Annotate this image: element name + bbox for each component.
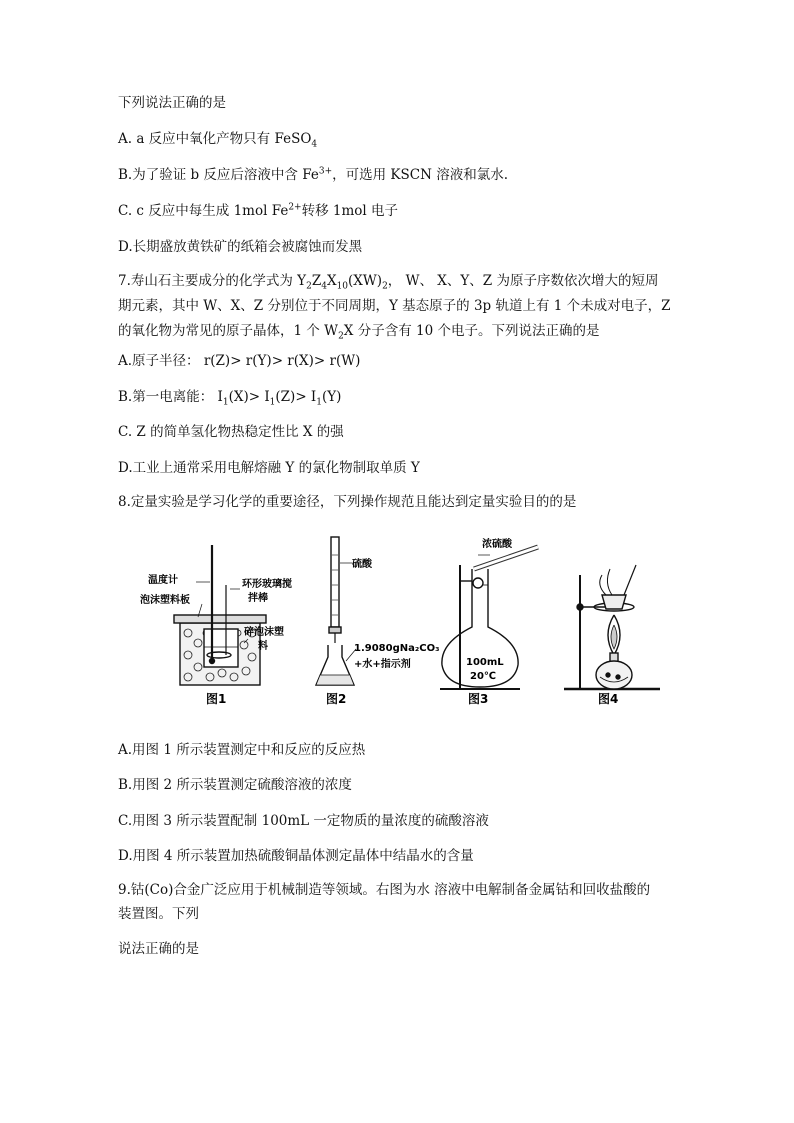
q8-apparatus-figure	[140, 525, 670, 725]
fig1-board-label: 泡沫塑料板	[140, 595, 190, 606]
q7-option-d: D.工业上通常采用电解熔融 Y 的氯化物制取单质 Y	[118, 460, 420, 476]
fig1-stirrer-label-2: 拌棒	[248, 593, 268, 604]
q7-option-b: B.第一电离能： $I_1(X)> I_1(Z)> I_1(Y)$	[118, 389, 342, 408]
fig3-volume-label: 100mL	[466, 657, 504, 668]
fig2-acid-label: 硫酸	[352, 559, 372, 570]
q6-intro: 下列说法正确的是	[118, 95, 226, 111]
fig4-crucible-heating	[564, 565, 660, 689]
fig1-caption: 图1	[206, 692, 227, 706]
q7-stem-line1: 7.寿山石主要成分的化学式为 $Y_2Z_4X_{10}(XW)_2$， W、 X、Y、Z 为原子序数依次增大的短周	[118, 273, 659, 292]
q6-option-b: B.为了验证 b 反应后溶液中含 $Fe^{3+}$，可选用 KSCN 溶液和氯水.	[118, 166, 508, 183]
q8-option-c: C.用图 3 所示装置配制 100mL 一定物质的量浓度的硫酸溶液	[118, 813, 489, 829]
q8-option-d: D.用图 4 所示装置加热硫酸铜晶体测定晶体中结晶水的含量	[118, 848, 474, 864]
fig3-caption: 图3	[468, 692, 489, 706]
q7-option-c: C. Z 的简单氢化物热稳定性比 X 的强	[118, 424, 344, 440]
q8-option-b: B.用图 2 所示装置测定硫酸溶液的浓度	[118, 777, 352, 793]
fig1-foam-label-1: 碎泡沫塑	[244, 627, 284, 638]
q6-option-a: A. a 反应中氧化产物只有 FeSO$_4$	[118, 131, 318, 150]
fig4-caption: 图4	[598, 692, 619, 706]
fig2-sample-label-2: +水+指示剂	[354, 659, 411, 670]
fig1-foam-label-2: 料	[258, 641, 268, 652]
fig2-titration	[316, 537, 356, 685]
q6-option-d: D.长期盛放黄铁矿的纸箱会被腐蚀而发黑	[118, 239, 363, 255]
fig3-acid-label: 浓硫酸	[482, 539, 512, 550]
q6-option-c: C. c 反应中每生成 1mol $Fe^{2+}$转移 1mol 电子	[118, 202, 399, 219]
fig1-calorimeter	[174, 545, 266, 685]
q8-stem: 8.定量实验是学习化学的重要途径，下列操作规范且能达到定量实验目的的是	[118, 494, 577, 510]
q7-stem-line2: 期元素，其中 W、X、Z 分别位于不同周期，Y 基态原子的 3p 轨道上有 1 个未成对电子，Z	[118, 298, 671, 314]
q7-stem-line3: 的氧化物为常见的原子晶体，1 个 $W_2X$ 分子含有 10 个电子。下列说法正确的是	[118, 323, 600, 342]
fig1-stirrer-label-1: 环形玻璃搅	[242, 579, 292, 590]
q7-option-a: A.原子半径： r(Z)> r(Y)> r(X)> r(W)	[118, 353, 361, 369]
fig3-temp-label: 20℃	[470, 671, 497, 682]
q9-stem-line3: 说法正确的是	[118, 941, 199, 957]
q8-option-a: A.用图 1 所示装置测定中和反应的反应热	[118, 742, 366, 758]
fig2-sample-label-1: 1.9080gNa₂CO₃	[354, 643, 440, 654]
q9-stem-line2: 装置图。下列	[118, 906, 199, 922]
q9-stem-line1: 9.钴(Co)合金广泛应用于机械制造等领域。右图为水 溶液中电解制备金属钴和回收盐酸的	[118, 882, 651, 898]
fig2-caption: 图2	[326, 692, 347, 706]
fig1-thermometer-label: 温度计	[148, 575, 178, 586]
